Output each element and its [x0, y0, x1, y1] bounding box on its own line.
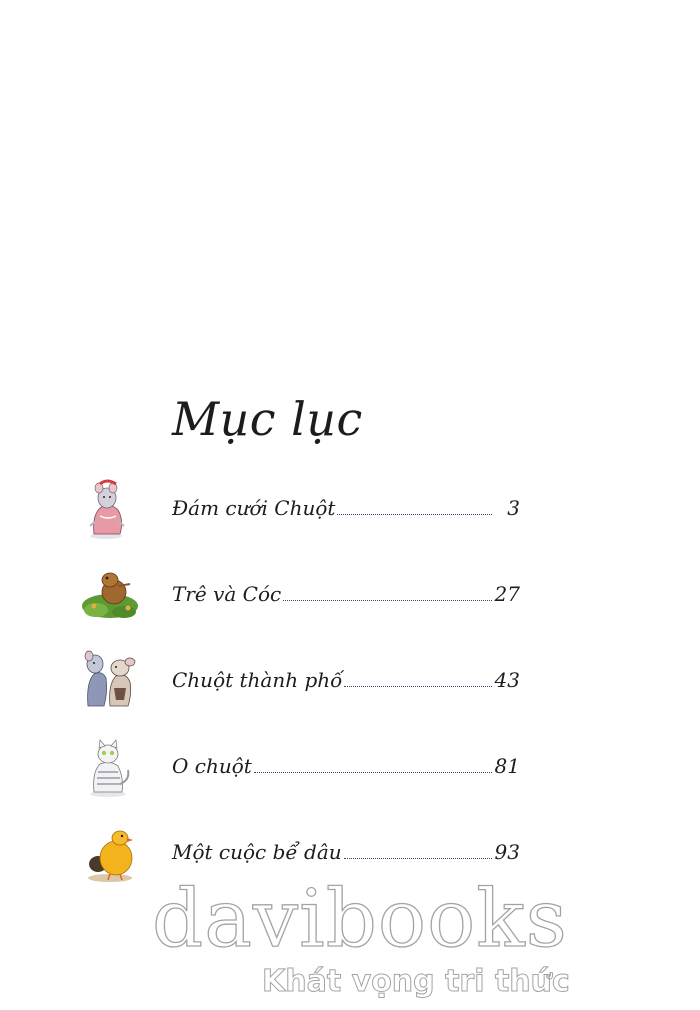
toc-page-number: 3	[507, 496, 520, 520]
dot-leader	[344, 858, 492, 859]
cat-icon	[80, 734, 140, 798]
toc-entry-label: Chuột thành phố	[172, 668, 343, 692]
toc-entry[interactable]	[80, 648, 520, 712]
two-mice-icon	[80, 648, 140, 712]
dot-leader	[283, 600, 492, 601]
toc-line	[172, 582, 520, 606]
page-title: Mục lục	[172, 392, 363, 446]
dot-leader	[254, 772, 492, 773]
toc-entry-label: Trê và Cóc	[172, 582, 282, 606]
toc-line	[172, 496, 520, 520]
watermark-tagline: Khát vọng tri thức	[262, 964, 570, 999]
toc-line	[172, 840, 520, 864]
toc-entry-label: Một cuộc bể dâu	[172, 840, 342, 864]
toc-entry[interactable]	[80, 734, 520, 798]
toc-entry[interactable]	[80, 562, 520, 626]
watermark-brand: davibooks	[152, 872, 568, 965]
toc-page-number: 43	[494, 668, 520, 692]
toc-page-number: 27	[494, 582, 520, 606]
mouse-bride-icon	[80, 476, 140, 540]
toc-entry[interactable]	[80, 476, 520, 540]
toc-entry-label: O chuột	[172, 754, 252, 778]
toc-line	[172, 754, 520, 778]
toc-page-number: 93	[494, 840, 520, 864]
toc-entry-label: Đám cưới Chuột	[172, 496, 336, 520]
toc-line	[172, 668, 520, 692]
toad-on-lilypad-icon	[80, 562, 140, 626]
chick-icon	[80, 820, 140, 884]
dot-leader	[344, 686, 492, 687]
toc-page-number: 81	[494, 754, 520, 778]
dot-leader	[337, 514, 492, 515]
